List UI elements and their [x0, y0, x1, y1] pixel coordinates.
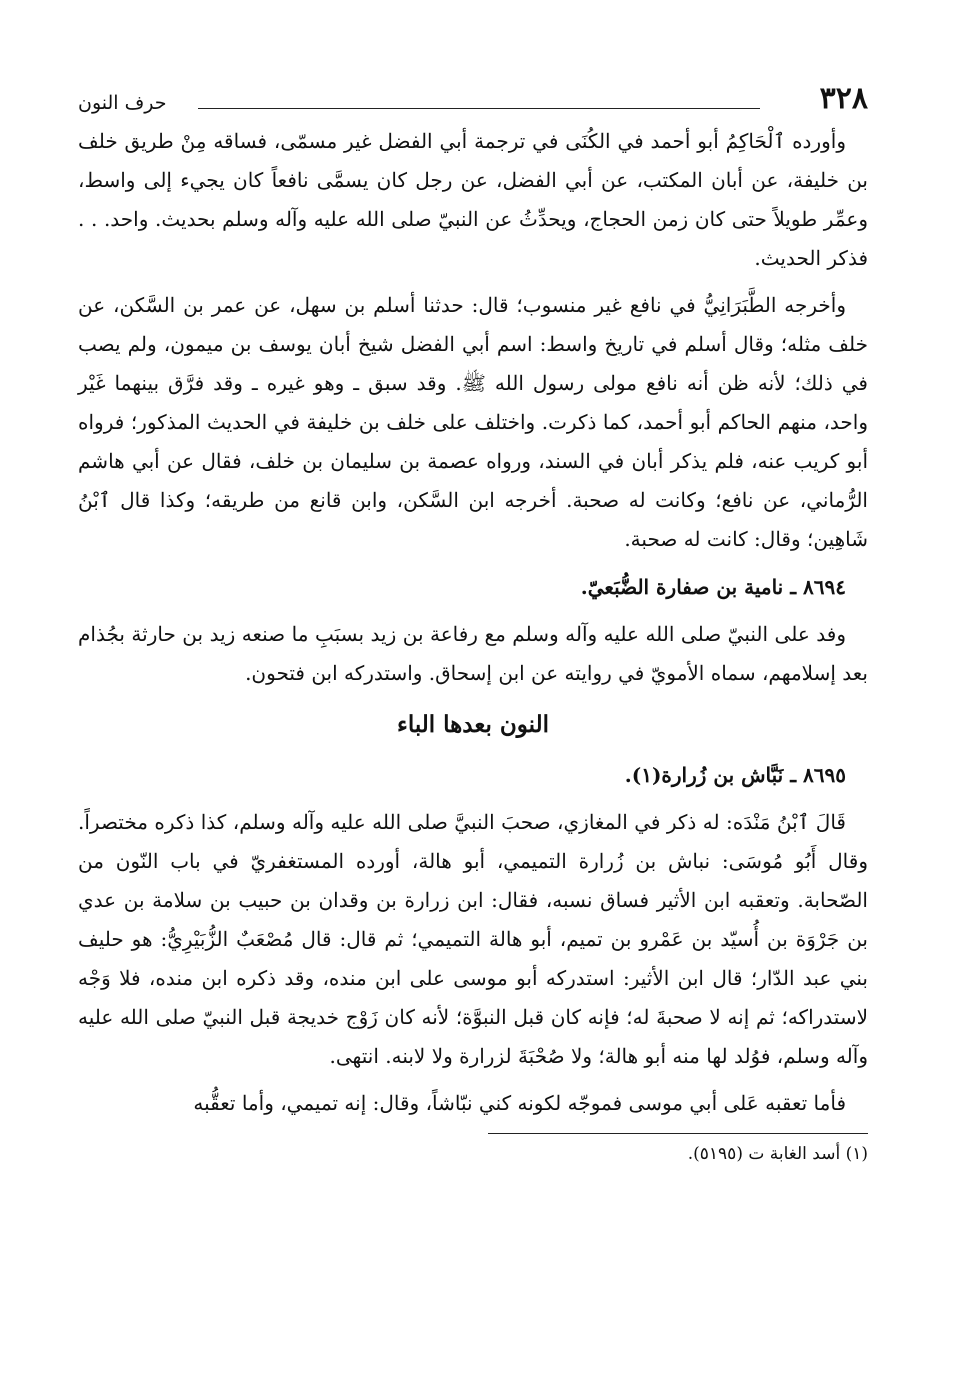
page-number: ٣٢٨ — [819, 81, 868, 116]
footnote: (١) أسد الغابة ت (٥١٩٥). — [687, 1144, 868, 1164]
page-header — [78, 74, 868, 122]
paragraph-namiya: وفد على النبيّ صلى الله عليه وآله وسلم مع رفاعة بن زيد بسبَبِ ما صنعه زيد بن حارثة بجُذام بعد إسلامهم، سماه الأمويّ في روايته عن ابن إسحاق. واستدركه ابن فتحون. — [78, 622, 868, 685]
footnote-rule — [488, 1133, 868, 1134]
section-heading: النون بعدها الباء — [397, 711, 549, 738]
paragraph-continuation: فأما تعقبه عَلى أبي موسى فموجّه لكونه كني نبّاشاً، وقال: إنه تميمي، وأما تعقُّبه — [193, 1091, 846, 1115]
entry-8694-heading: ٨٦٩٤ ـ نامية بن صفارة الضُّبَعيّ. — [580, 575, 846, 599]
paragraph-hakim: وأورده ٱلْحَاكِمُ أبو أحمد في الكُنَى في ترجمة أبي الفضل غير مسمّى، فساقه مِنْ طريق خلف بن خليفة، عن أبان المكتب، عن أبي الفضل، عن رجل كان يسمَّى نافعاً كان يجيء إلى واسط، وعمِّر طويلاً حتى كان زمن الحجاج، ويحدِّثُ عن النبيّ صلى الله عليه وآله وسلم بحديث. واحد. . . فذكر الحديث. — [78, 129, 868, 270]
paragraph-tabarani: وأخرجه الطَّبَرَانِيُّ في نافع غير منسوب؛ قال: حدثنا أسلم بن سهل، عن عمر بن السَّكن، عن خلف مثله؛ وقال أسلم في تاريخ واسط: اسم أبي الفضل شيخ أبان يوسف بن ميمون، ولم يصب في ذلك؛ لأنه ظن أنه نافع مولى رسول الله ﷺ. وقد سبق ـ وهو غيره ـ وقد فرَّق بينهما غَيْر واحد، منهم الحاكم أبو أحمد، كما ذكرت. واختلف على خلف بن خليفة في الحديث المذكور؛ فرواه أبو كريب عنه، فلم يذكر أبان في السند، ورواه عصمة بن سليمان بن خلف، فقال عن أبي هاشم الرُّماني، عن نافع؛ وكانت له صحبة. أخرجه ابن السَّكن، وابن قانع من طريقه؛ وكذا قال ٱبْنُ شَاهِين؛ وقال: كانت له صحبة. — [78, 293, 868, 551]
running-title: حرف النون — [78, 92, 167, 114]
entry-8695-heading: ٨٦٩٥ ـ نَبَّاش بن زُرارة(١). — [624, 763, 846, 787]
paragraph-nabbash: قَالَ ٱبْنُ مَنْدَه: له ذكر في المغازي، صحبَ النبيَّ صلى الله عليه وآله وسلم، كذا ذكره مختصراً. وقال أَبُو مُوسَى: نباش بن زُرارة التميمي، أبو هالة، أورده المستغفريّ في باب النّون من الصّحابة. وتعقبه ابن الأثير فساق نسبه، فقال: ابن زرارة بن وقدان بن حبيب بن سلامة بن عدي بن جَرْوَة بن أُسيّد بن عَمْرو بن تميم، أبو هالة التميمي؛ ثم قال: قال مُصْعَبٌ الزُّبَيْرِيُّ: هو حليف بني عبد الدّار؛ قال ابن الأثير: استدركه أبو موسى على ابن منده، وقد ذكره ابن منده، فلا وَجْه لاستدراكه؛ ثم إنه لا صحبةَ له؛ فإنه كان قبل النبوَّة؛ لأنه كان زَوْج خديجة قبل النبيّ صلى الله عليه وآله وسلم، فوُلد لها منه أبو هالة؛ ولا صُحْبَةَ لزرارة ولا لابنه. انتهى. — [78, 810, 868, 1068]
header-rule — [198, 108, 760, 109]
book-page — [78, 74, 868, 1374]
